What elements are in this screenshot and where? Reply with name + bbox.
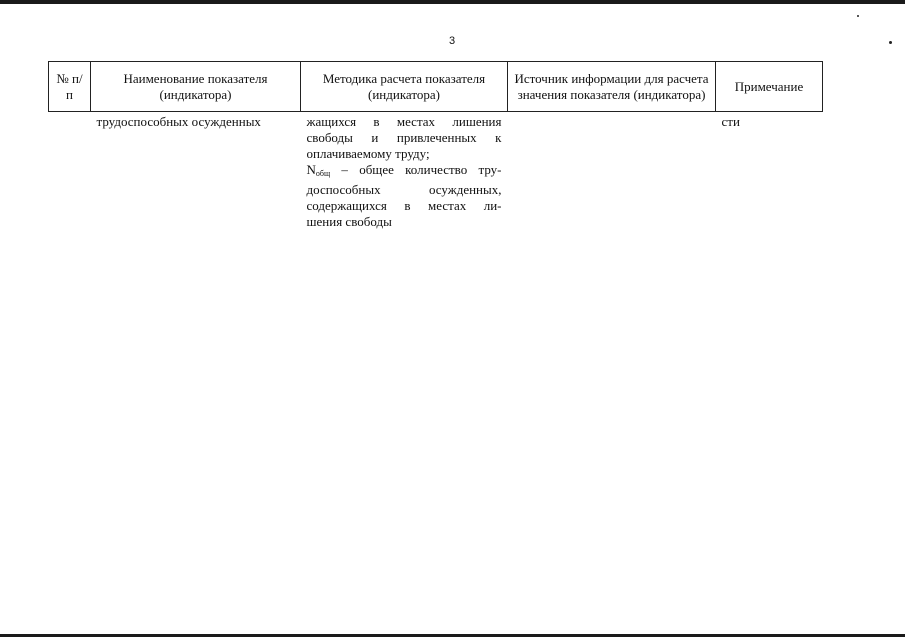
header-indicator-name: Наименование показателя (индикатора) [91, 62, 301, 112]
indicators-table [48, 61, 823, 230]
cell-information-source [508, 112, 716, 231]
formula-text: – общее количество тру- [330, 162, 502, 177]
table-header-row [49, 62, 823, 112]
method-line: оплачиваемому труду; [306, 146, 430, 161]
header-information-source: Источник информации для расчета значения показателя (индикатора) [508, 62, 716, 112]
top-scan-border [0, 0, 905, 4]
formula-symbol: N [306, 162, 316, 177]
header-number: № п/п [49, 62, 91, 112]
scan-speck [889, 41, 892, 44]
formula-line [307, 162, 502, 182]
page-number: 3 [448, 35, 456, 47]
method-line: жащихся в местах лишения [306, 114, 502, 129]
header-calculation-method: Методика расчета показателя (индикатора) [301, 62, 508, 112]
cell-number [49, 112, 91, 231]
table-row [49, 112, 823, 231]
header-note: Примечание [716, 62, 823, 112]
cell-calculation-method [301, 112, 508, 231]
method-line: свободы и привлеченных к [306, 130, 502, 145]
scan-speck [857, 15, 859, 17]
bottom-scan-border [0, 634, 905, 637]
method-line: доспособных осужденных, [306, 182, 502, 197]
formula-subscript: общ [315, 169, 331, 178]
method-line: шения свободы [306, 214, 392, 229]
cell-indicator-name: трудоспособных осужденных [96, 114, 261, 129]
method-line: содержащихся в местах ли- [306, 198, 502, 213]
cell-note: сти [721, 114, 740, 129]
